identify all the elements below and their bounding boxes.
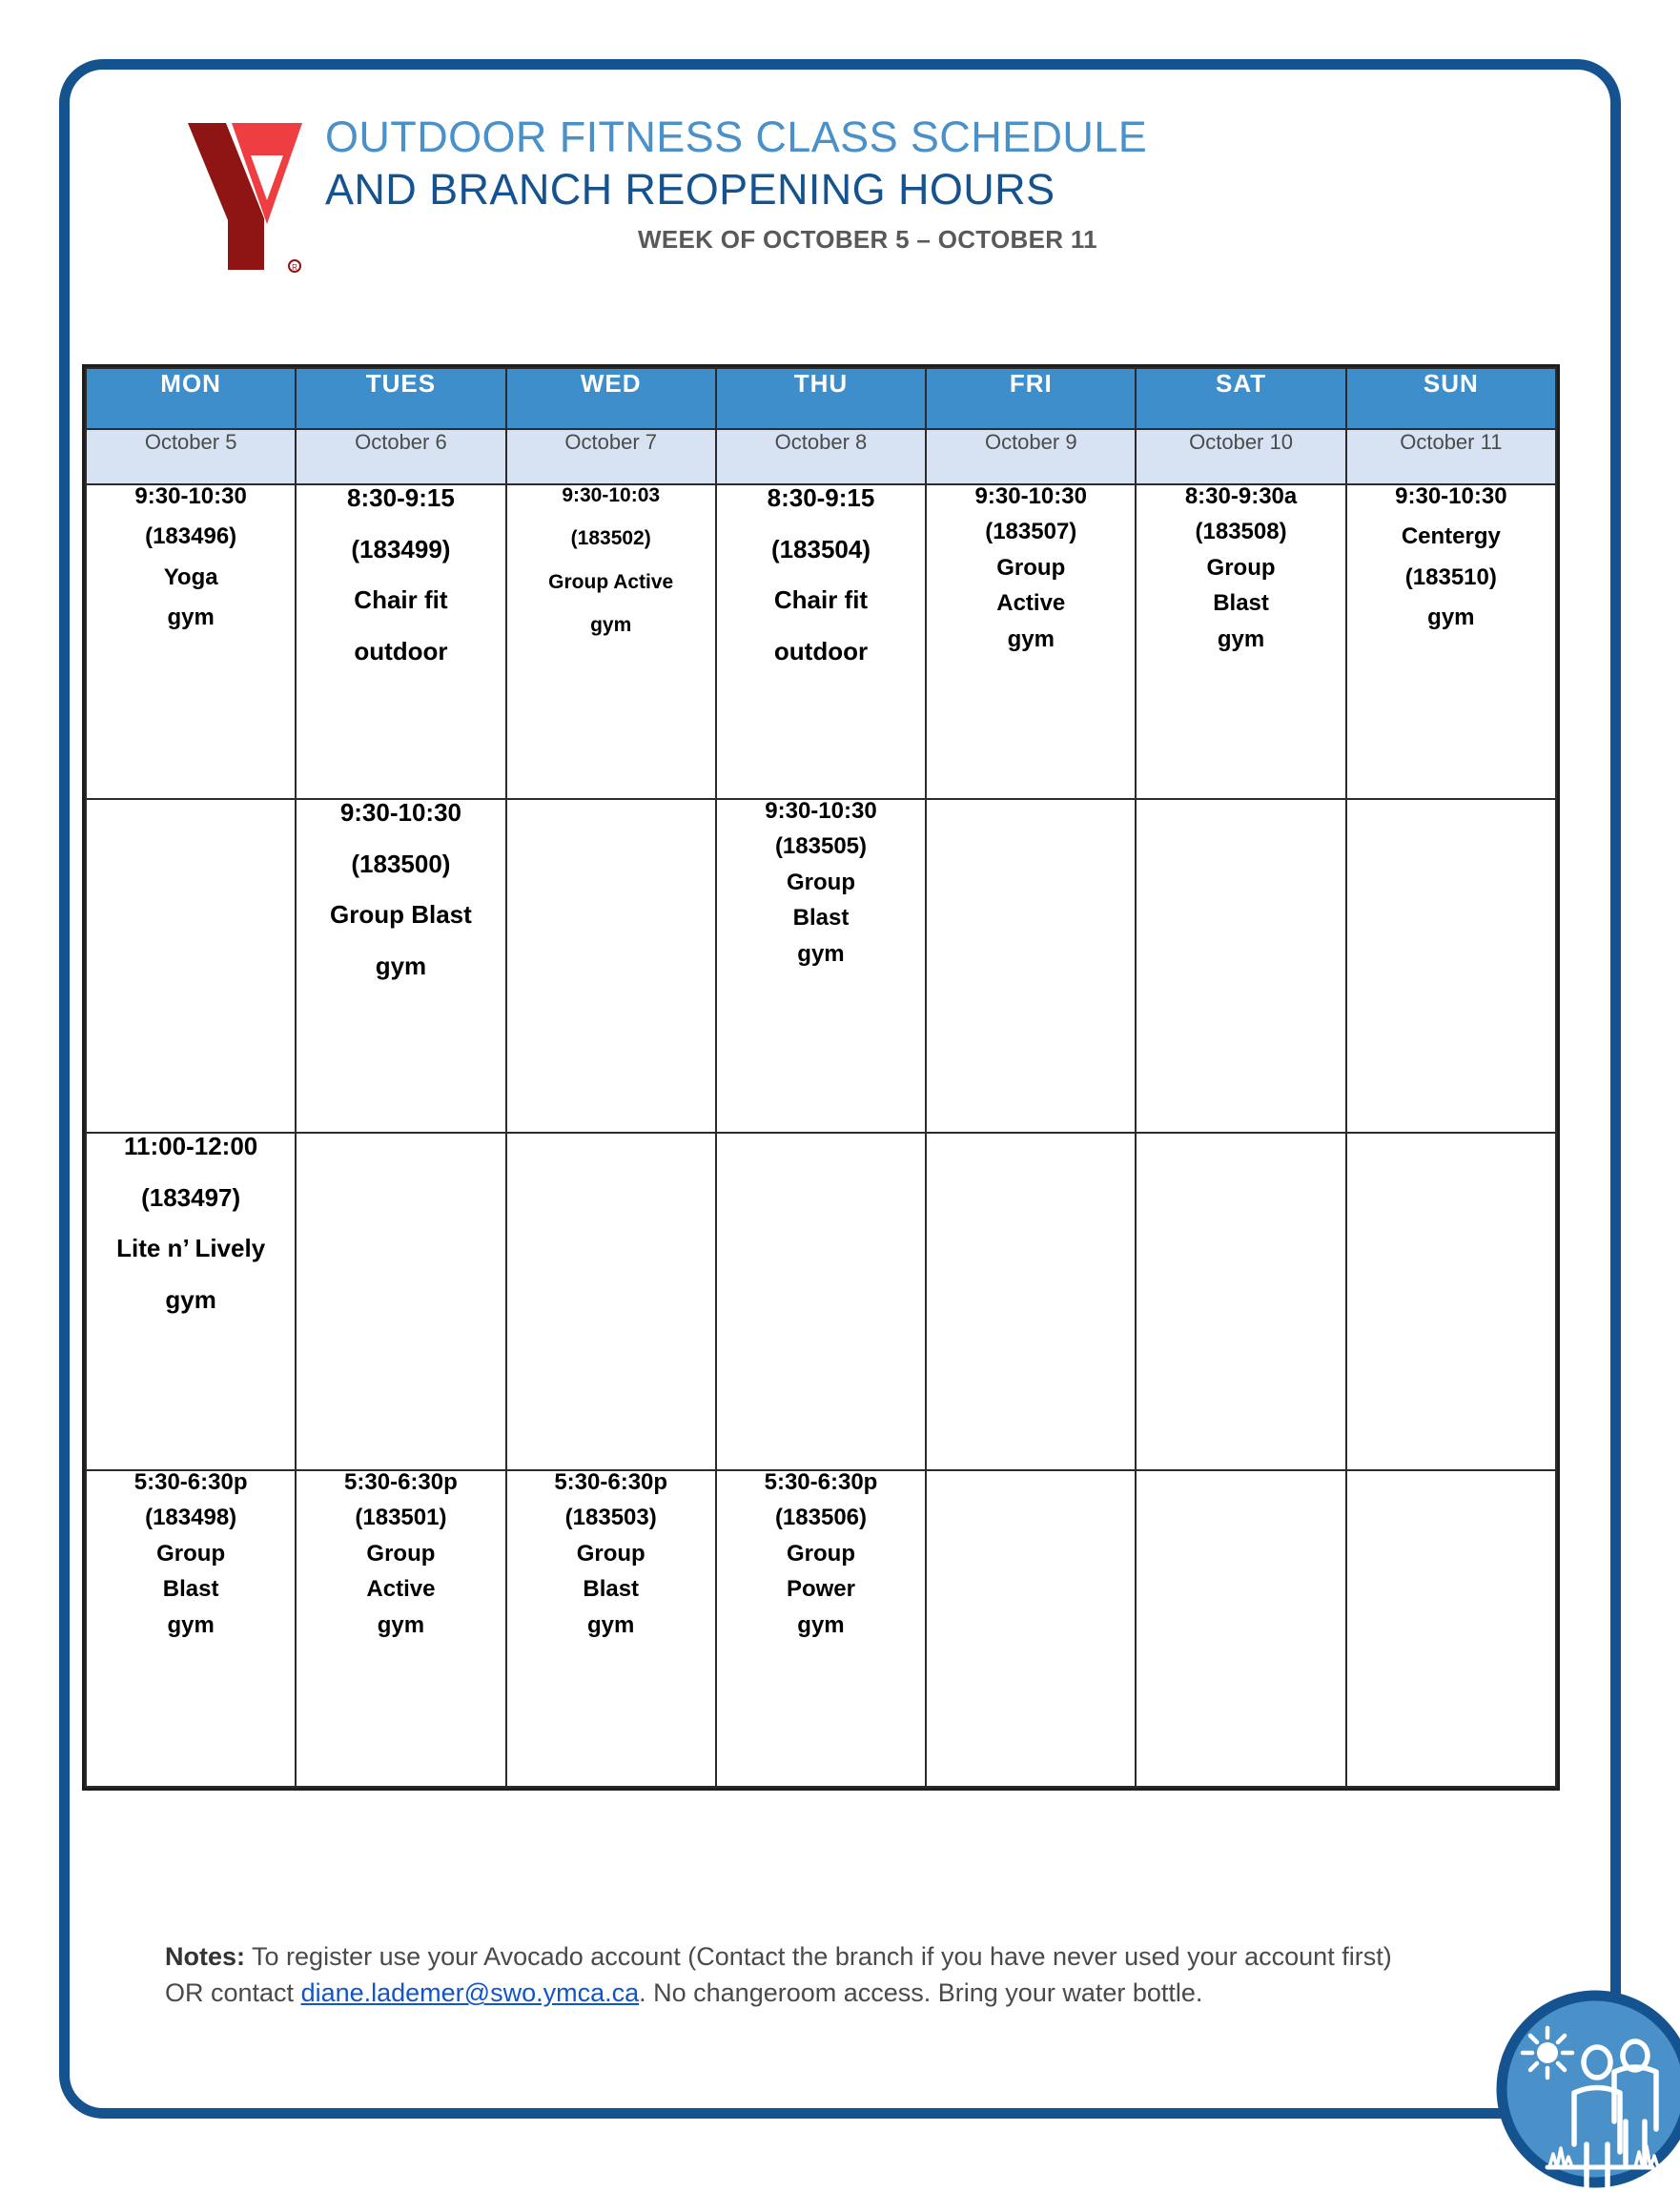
date-cell-sun: October 11 [1346, 429, 1556, 484]
schedule-row [86, 484, 1556, 799]
class-slot-line: Lite n’ Lively [116, 1234, 266, 1263]
schedule-row [86, 799, 1556, 1133]
day-header-tues: TUES [296, 368, 505, 429]
class-slot-line: Group [786, 869, 855, 895]
notes-section [165, 1938, 1395, 2012]
class-slot-line: Chair fit [354, 585, 448, 615]
class-slot-line: Blast [162, 1576, 219, 1603]
empty-slot-cell [716, 1133, 926, 1470]
date-cell-wed: October 7 [506, 429, 716, 484]
class-slot-cell[interactable] [1136, 484, 1345, 799]
class-slot-line: Active [366, 1576, 436, 1603]
notes-text-before-link: To register use your Avocado account (Contact the branch if you have never used your account first) OR contact [165, 1942, 1392, 2008]
class-slot-line: 9:30-10:30 [974, 483, 1087, 509]
class-slot-line: Active [996, 590, 1066, 617]
class-slot-line: (183504) [770, 534, 871, 563]
class-slot-cell[interactable] [296, 1470, 505, 1787]
class-slot-line: gym [587, 1611, 635, 1638]
class-slot-line: gym [167, 604, 215, 631]
class-slot-line: Group [156, 1540, 226, 1567]
class-slot-line: 8:30-9:15 [767, 483, 875, 512]
class-slot-line: outdoor [354, 636, 448, 666]
class-slot-line: gym [165, 1284, 216, 1314]
class-slot-line: (183508) [1195, 519, 1287, 545]
day-header-fri: FRI [926, 368, 1136, 429]
class-slot-line: (183499) [351, 534, 451, 563]
table-date-row [86, 429, 1556, 484]
class-schedule-table [85, 367, 1557, 1788]
svg-text:R: R [292, 263, 297, 272]
class-slot-line: Power [786, 1576, 855, 1603]
class-slot-cell[interactable] [716, 799, 926, 1133]
class-slot-cell[interactable] [716, 1470, 926, 1787]
empty-slot-cell [926, 1133, 1136, 1470]
class-slot-line: (183502) [570, 527, 651, 550]
table-header-row [86, 368, 1556, 429]
class-slot-line: Group [1206, 554, 1276, 581]
empty-slot-cell [506, 1133, 716, 1470]
class-slot-cell[interactable] [506, 1470, 716, 1787]
class-slot-cell[interactable] [86, 1133, 296, 1470]
class-slot-line: 8:30-9:30a [1184, 483, 1298, 509]
class-slot-line: gym [375, 951, 427, 980]
class-slot-line: (183510) [1404, 563, 1497, 590]
ymca-logo-icon [182, 112, 306, 278]
class-slot-line: 9:30-10:03 [562, 484, 661, 506]
class-slot-line: (183506) [774, 1505, 868, 1531]
class-slot-line: Blast [792, 905, 850, 932]
class-slot-line: Group [996, 554, 1066, 581]
week-of-subtitle: WEEK OF OCTOBER 5 – OCTOBER 11 [638, 224, 1097, 254]
class-slot-line: outdoor [773, 636, 869, 666]
empty-slot-cell [1136, 799, 1345, 1133]
class-slot-line: (183497) [141, 1182, 241, 1212]
day-header-sun: SUN [1346, 368, 1556, 429]
day-header-wed: WED [506, 368, 716, 429]
class-slot-line: 11:00-12:00 [124, 1132, 258, 1160]
class-slot-line: Centergy [1401, 523, 1501, 550]
title-block [325, 112, 1572, 255]
class-slot-line: (183500) [351, 849, 451, 878]
date-cell-sat: October 10 [1136, 429, 1345, 484]
page-title-line-2: AND BRANCH REOPENING HOURS [325, 164, 1055, 214]
empty-slot-cell [296, 1133, 505, 1470]
email-link[interactable]: diane.lademer@swo.ymca.ca [300, 1978, 640, 2008]
class-slot-cell[interactable] [506, 484, 716, 799]
day-header-thu: THU [716, 368, 926, 429]
class-slot-line: Blast [1213, 590, 1269, 617]
class-slot-line: Group [786, 1540, 855, 1567]
class-slot-line: (183507) [985, 519, 1077, 545]
class-slot-cell[interactable] [926, 484, 1136, 799]
schedule-row [86, 1133, 1556, 1470]
class-slot-line: 5:30-6:30p [344, 1469, 458, 1495]
class-slot-line: gym [1427, 604, 1475, 631]
document-header [98, 91, 1582, 338]
class-slot-line: Group Active [548, 570, 674, 593]
class-slot-line: gym [590, 614, 632, 637]
class-slot-cell[interactable] [86, 484, 296, 799]
date-cell-tues: October 6 [296, 429, 505, 484]
class-slot-line: 5:30-6:30p [554, 1469, 668, 1495]
empty-slot-cell [1136, 1133, 1345, 1470]
class-slot-cell[interactable] [716, 484, 926, 799]
empty-slot-cell [506, 799, 716, 1133]
class-slot-line: gym [1007, 625, 1055, 652]
class-slot-line: gym [797, 940, 845, 967]
empty-slot-cell [926, 799, 1136, 1133]
date-cell-fri: October 9 [926, 429, 1136, 484]
class-slot-line: gym [797, 1611, 845, 1638]
page-title-line-1: OUTDOOR FITNESS CLASS SCHEDULE [325, 113, 1148, 161]
day-header-sat: SAT [1136, 368, 1345, 429]
class-slot-line: Group Blast [330, 900, 472, 930]
class-slot-line: (183505) [774, 833, 868, 860]
class-slot-line: 8:30-9:15 [347, 483, 455, 512]
page-frame [59, 59, 1621, 2119]
class-slot-line: (183496) [145, 523, 237, 550]
empty-slot-cell [86, 799, 296, 1133]
empty-slot-cell [1136, 1470, 1345, 1787]
empty-slot-cell [1346, 1470, 1556, 1787]
notes-text-after-link: . No changeroom access. Bring your water bottle. [639, 1978, 1203, 2008]
date-cell-mon: October 5 [86, 429, 296, 484]
empty-slot-cell [926, 1470, 1136, 1787]
class-slot-line: 9:30-10:30 [134, 483, 247, 509]
class-slot-line: 9:30-10:30 [339, 798, 462, 827]
class-slot-line: Blast [583, 1576, 640, 1603]
outdoor-fitness-badge-icon [1492, 1986, 1680, 2192]
class-slot-line: (183498) [145, 1505, 237, 1531]
class-slot-line: 5:30-6:30p [133, 1469, 248, 1495]
empty-slot-cell [1346, 799, 1556, 1133]
class-slot-line: gym [167, 1611, 215, 1638]
class-slot-line: 9:30-10:30 [1395, 483, 1507, 509]
class-slot-line: Group [576, 1540, 645, 1567]
schedule-row [86, 1470, 1556, 1787]
schedule-body [86, 484, 1556, 1787]
class-slot-cell[interactable] [296, 484, 505, 799]
class-slot-line: gym [377, 1611, 425, 1638]
class-slot-cell[interactable] [1346, 484, 1556, 799]
day-header-mon: MON [86, 368, 296, 429]
class-slot-cell[interactable] [296, 799, 505, 1133]
class-slot-line: Group [366, 1540, 436, 1567]
empty-slot-cell [1346, 1133, 1556, 1470]
date-cell-thu: October 8 [716, 429, 926, 484]
class-slot-line: gym [1217, 625, 1265, 652]
class-slot-line: Yoga [163, 563, 218, 590]
class-slot-line: (183503) [564, 1505, 657, 1531]
notes-label: Notes: [165, 1942, 246, 1971]
class-slot-line: 9:30-10:30 [765, 798, 877, 824]
class-slot-line: (183501) [355, 1505, 447, 1531]
class-slot-cell[interactable] [86, 1470, 296, 1787]
class-slot-line: Chair fit [773, 585, 869, 615]
class-slot-line: 5:30-6:30p [764, 1469, 878, 1495]
